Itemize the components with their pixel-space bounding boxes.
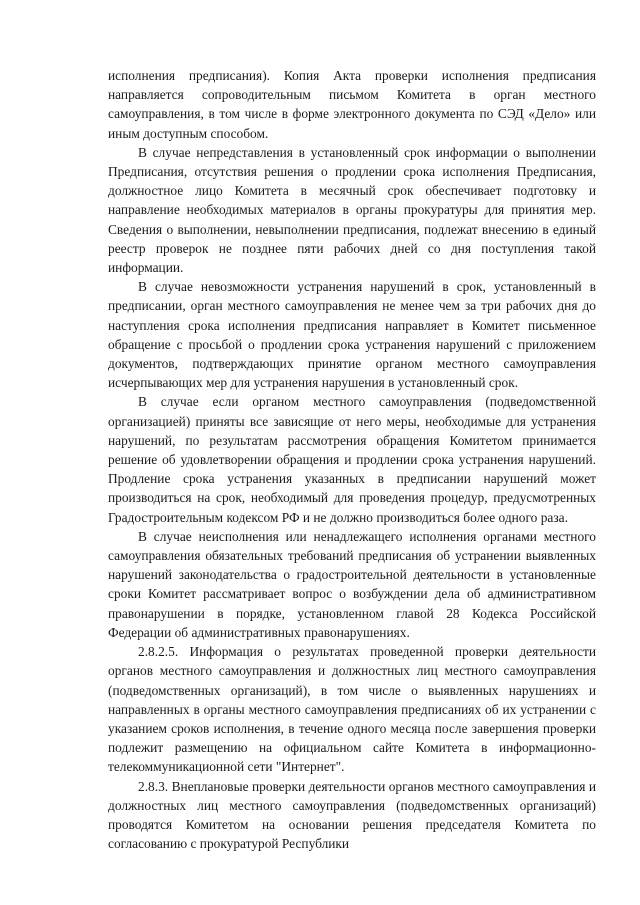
paragraph-continuation: исполнения предписания). Копия Акта проверки исполнения предписания направляется сопроводительным письмом Комитета в орган местного самоуправления, в том числе в форме электронного документа по СЭД «Дело» или иным доступным способом. xyxy=(108,68,596,141)
paragraph-non-submission: В случае непредставления в установленный срок информации о выполнении Предписания, отсутствия решения о продлении срока исполнения Предписания, должностное лицо Комитета в месячный срок обеспечивает подготовку и направление необходимых материалов в органы прокуратуры для принятия мер. Сведения о выполнении, невыполнении предписания, подлежат внесению в единый реестр проверок не позднее пяти рабочих дней со дня поступления такой информации. xyxy=(108,144,596,276)
paragraph-2-8-3: 2.8.3. Внеплановые проверки деятельности органов местного самоуправления и должностных лиц местного самоуправления (подведомственных организаций) проводятся Комитетом на основании решения председателя Комитета по согласованию с прокуратурой Республики xyxy=(108,778,596,852)
paragraph-extension-request: В случае невозможности устранения нарушений в срок, установленный в предписании, орган местного самоуправления не менее чем за три рабочих дня до наступления срока исполнения предписания направляет в Комитет письменное обращение с просьбой о продлении срока устранения нарушений с приложением документов, подтверждающих принятие органом местного самоуправления исчерпывающих мер для устранения нарушения в установленный срок. xyxy=(108,279,596,391)
paragraph-2-8-2-5: 2.8.2.5. Информация о результатах проведенной проверки деятельности органов местного самоуправления и должностных лиц местного самоуправления (подведомственных организаций), в том числе о выявленных нарушениях и направленных в органы местного самоуправления предписаниях об их устранении с указанием сроков исполнения, в течение одного месяца после завершения проверки подлежит размещению на официальном сайте Комитета в информационно-телекоммуникационной сети "Интернет". xyxy=(108,644,596,775)
paragraph-extension-decision: В случае если органом местного самоуправления (подведомственной организацией) приняты все зависящие от него меры, необходимые для устранения нарушений, по результатам рассмотрения обращения Комитетом принимается решение об удовлетворении обращения и продлении срока устранения нарушений. Продление срока устранения указанных в предписании нарушений может производиться на срок, необходимый для проведения процедур, предусмотренных Градостроительным кодексом РФ и не должно производиться более одного раза. xyxy=(108,394,596,525)
paragraph-non-compliance: В случае неисполнения или ненадлежащего исполнения органами местного самоуправления обязательных требований предписания об устранении выявленных нарушений законодательства о градостроительной деятельности в установленные сроки Комитет рассматривает вопрос о возбуждении дела об административном правонарушении в порядке, установленном главой 28 Кодекса Российской Федерации об административных правонарушениях. xyxy=(108,528,596,640)
document-page xyxy=(108,66,596,853)
